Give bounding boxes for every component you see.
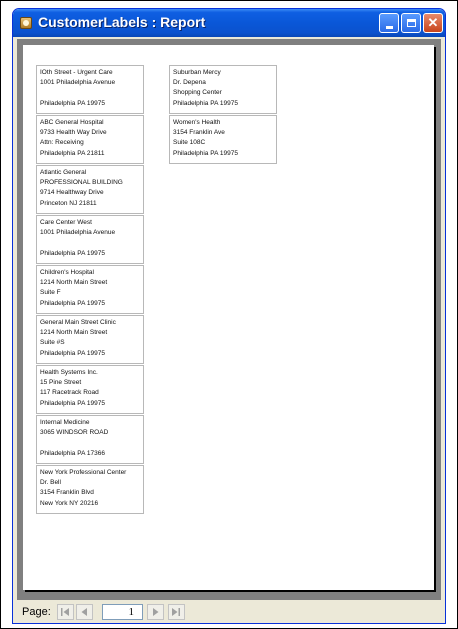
label-line: 1001 Philadelphia Avenue (40, 79, 116, 87)
label-line: 15 Pine Street (40, 379, 82, 387)
label-line: Children's Hospital (40, 269, 94, 276)
label-line: Philadelphia PA 19975 (40, 299, 105, 307)
label-line: Philadelphia PA 19975 (173, 99, 238, 107)
label-line: Women's Health (173, 119, 221, 126)
mailing-label (36, 165, 144, 214)
label-line: Internal Medicine (40, 419, 90, 426)
mailing-label (36, 215, 144, 264)
mailing-label (169, 115, 277, 164)
label-line: Attn: Receiving (40, 139, 84, 147)
label-line: 1214 North Main Street (40, 329, 108, 337)
label-line: 9733 Health Way Drive (40, 129, 107, 137)
mailing-label (169, 65, 277, 114)
report-window (12, 8, 446, 624)
label-line: Dr. Bell (40, 479, 61, 487)
label-column-left (36, 65, 144, 515)
minimize-button[interactable] (379, 13, 399, 33)
label-line: 1001 Philadelphia Avenue (40, 229, 116, 237)
first-page-icon (61, 608, 70, 616)
previous-page-icon (81, 608, 88, 616)
minimize-icon (386, 26, 393, 29)
label-line: Suite F (40, 289, 61, 297)
mailing-label (36, 365, 144, 414)
label-line: New York NY 20216 (40, 499, 99, 507)
mailing-label (36, 265, 144, 314)
label-line: Health Systems Inc. (40, 369, 98, 376)
mailing-label (36, 65, 144, 114)
last-page-button[interactable] (168, 604, 185, 620)
label-line: Philadelphia PA 19975 (173, 149, 238, 157)
report-icon[interactable] (20, 17, 32, 29)
mailing-label (36, 415, 144, 464)
title-bar[interactable] (13, 9, 445, 37)
label-line (40, 438, 143, 448)
label-line: New York Professional Center (40, 469, 127, 476)
label-line: Shopping Center (173, 89, 222, 97)
maximize-icon (407, 19, 416, 27)
label-line: 3154 Franklin Blvd (40, 489, 94, 497)
maximize-button[interactable] (401, 13, 421, 33)
window-title: CustomerLabels : Report (38, 14, 206, 30)
label-line (40, 88, 143, 98)
page-number-input[interactable]: 1 (102, 604, 143, 620)
label-line: Suite 108C (173, 139, 206, 147)
label-line: Philadelphia PA 21811 (40, 149, 105, 157)
label-line: Suite #S (40, 339, 65, 347)
label-line: 3065 WINDSOR ROAD (40, 429, 109, 437)
label-line: Dr. Depena (173, 79, 206, 87)
label-line: Princeton NJ 21811 (40, 199, 97, 207)
label-line: ABC General Hospital (40, 119, 104, 126)
label-line: General Main Street Clinic (40, 319, 116, 326)
label-line: 1214 North Main Street (40, 279, 108, 287)
label-line: Philadelphia PA 19975 (40, 249, 105, 257)
next-page-icon (152, 608, 159, 616)
label-line: Atlantic General (40, 169, 87, 176)
close-icon: ✕ (427, 15, 439, 30)
label-line: Philadelphia PA 19975 (40, 99, 105, 107)
next-page-button[interactable] (147, 604, 164, 620)
last-page-icon (172, 608, 181, 616)
report-page (23, 45, 434, 590)
mailing-label (36, 115, 144, 164)
print-preview-area[interactable] (17, 39, 441, 600)
mailing-label (36, 315, 144, 364)
label-line: Suburban Mercy (173, 69, 221, 76)
previous-page-button[interactable] (76, 604, 93, 620)
label-line: PROFESSIONAL BUILDING (40, 179, 123, 187)
navigation-bar (13, 601, 445, 623)
label-line: 3154 Franklin Ave (173, 129, 225, 137)
label-line: Philadelphia PA 19975 (40, 349, 105, 357)
label-line: IOth Street - Urgent Care (40, 69, 113, 76)
first-page-button[interactable] (57, 604, 74, 620)
label-line: 9714 Healthway Drive (40, 189, 104, 197)
label-line: Care Center West (40, 219, 92, 226)
label-line: 117 Racetrack Road (40, 389, 99, 397)
label-column-right (169, 65, 277, 165)
close-button[interactable] (423, 13, 443, 33)
mailing-label (36, 465, 144, 514)
page-label: Page: (22, 606, 51, 618)
label-line: Philadelphia PA 17366 (40, 449, 105, 457)
label-line: Philadelphia PA 19975 (40, 399, 105, 407)
label-line (40, 238, 143, 248)
